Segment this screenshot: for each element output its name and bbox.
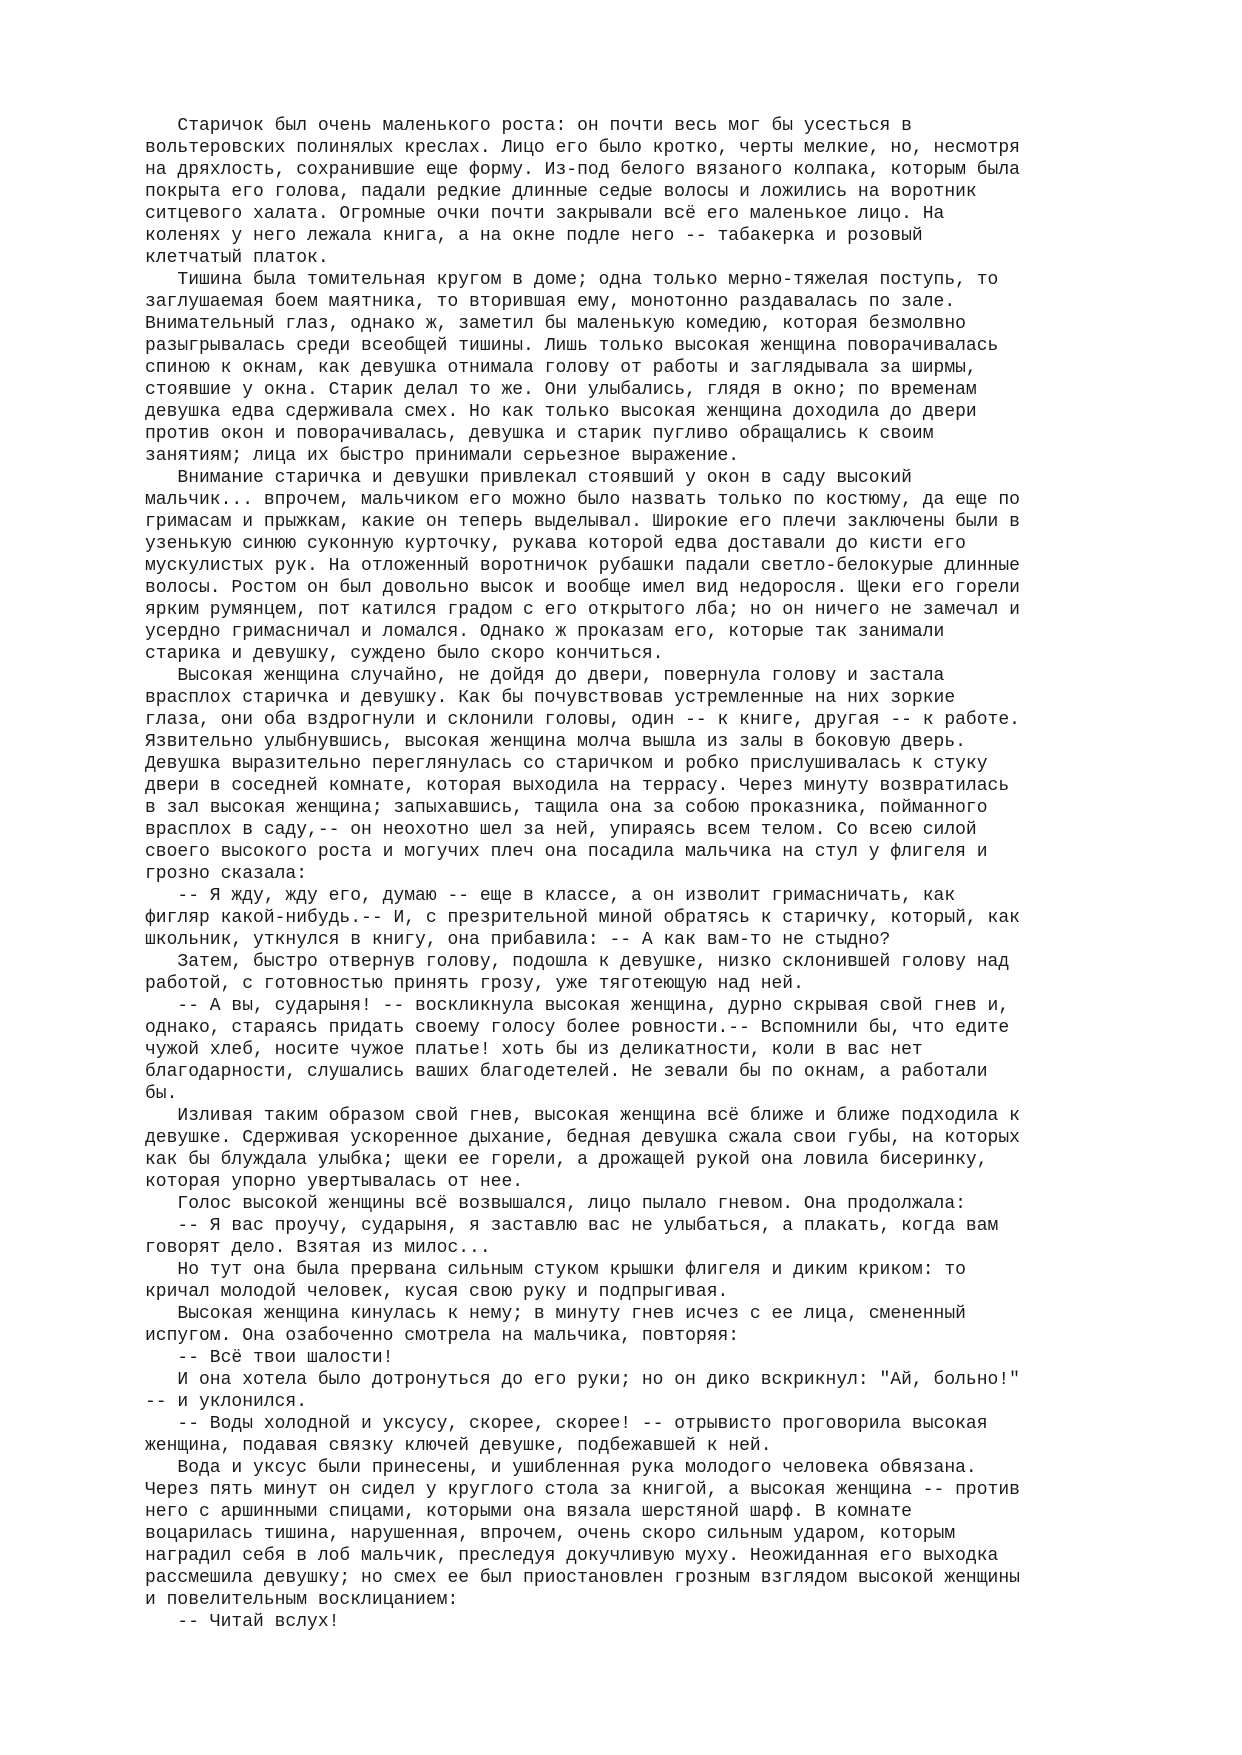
text-line: женщина, подавая связку ключей девушке, подбежавшей к ней. [145,1436,772,1456]
text-line: спиною к окнам, как девушка отнимала голову от работы и заглядывала за ширмы, [145,358,977,378]
text-line: и повелительным восклицанием: [145,1590,459,1610]
text-line: против окон и поворачивалась, девушка и старик пугливо обращались к своим [145,424,934,444]
text-line: Внимание старичка и девушки привлекал стоявший у окон в саду высокий [145,468,912,488]
text-line: наградил себя в лоб мальчик, преследуя докучливую муху. Неожиданная его выходка [145,1546,999,1566]
text-line: бы. [145,1084,178,1104]
text-line: говорят дело. Взятая из милос... [145,1238,491,1258]
text-line: на дряхлость, сохранившие еще форму. Из-под белого вязаного колпака, которым была [145,160,1020,180]
text-line: заглушаемая боем маятника, то вторившая ему, монотонно раздавалась по зале. [145,292,956,312]
text-line: благодарности, слушались ваших благодетелей. Не зевали бы по окнам, а работали [145,1062,988,1082]
text-line: Голос высокой женщины всё возвышался, лицо пылало гневом. Она продолжала: [145,1194,966,1214]
text-line: фигляр какой-нибудь.-- И, с презрительной миной обратясь к старичку, который, как [145,908,1020,928]
text-line: покрыта его голова, падали редкие длинные седые волосы и ложились на воротник [145,182,977,202]
text-line: него с аршинными спицами, которыми она вязала шерстяной шарф. В комнате [145,1502,912,1522]
text-line: стоявшие у окна. Старик делал то же. Они улыбались, глядя в окно; по временам [145,380,977,400]
text-line: Тишина была томительная кругом в доме; одна только мерно-тяжелая поступь, то [145,270,999,290]
text-line: разыгрывалась среди всеобщей тишины. Лишь только высокая женщина поворачивалась [145,336,999,356]
text-line: своего высокого роста и могучих плеч она посадила мальчика на стул у флигеля и [145,842,988,862]
text-line: клетчатый платок. [145,248,329,268]
text-line: -- Я жду, жду его, думаю -- еще в классе, а он изволит гримасничать, как [145,886,956,906]
text-line: работой, с готовностью принять грозу, уже тяготеющую над ней. [145,974,804,994]
text-line: Вода и уксус были принесены, и ушибленная рука молодого человека обвязана. [145,1458,977,1478]
text-line: девушка едва сдерживала смех. Но как только высокая женщина доходила до двери [145,402,977,422]
text-line: коленях у него лежала книга, а на окне подле него -- табакерка и розовый [145,226,923,246]
text-line: Высокая женщина кинулась к нему; в минуту гнев исчез с ее лица, смененный [145,1304,966,1324]
text-line: вольтеровских полинялых креслах. Лицо его было кротко, черты мелкие, но, несмотря [145,138,1020,158]
text-line: ситцевого халата. Огромные очки почти закрывали всё его маленькое лицо. На [145,204,945,224]
text-line: врасплох старичка и девушку. Как бы почувствовав устремленные на них зоркие [145,688,956,708]
text-line: -- Воды холодной и уксусу, скорее, скорее! -- отрывисто проговорила высокая [145,1414,988,1434]
text-line: Изливая таким образом свой гнев, высокая женщина всё ближе и ближе подходила к [145,1106,1020,1126]
text-line: врасплох в саду,-- он неохотно шел за ней, упираясь всем телом. Со всею силой [145,820,977,840]
text-line: Через пять минут он сидел у круглого стола за книгой, а высокая женщина -- против [145,1480,1020,1500]
text-line: мальчик... впрочем, мальчиком его можно было назвать только по костюму, да еще по [145,490,1020,510]
text-line: ярким румянцем, пот катился градом с его открытого лба; но он ничего не замечал и [145,600,1020,620]
text-line: -- Всё твои шалости! [145,1348,394,1368]
text-line: Язвительно улыбнувшись, высокая женщина молча вышла из залы в боковую дверь. [145,732,966,752]
text-line: волосы. Ростом он был довольно высок и вообще имел вид недоросля. Щеки его горели [145,578,1020,598]
text-line: девушке. Сдерживая ускоренное дыхание, бедная девушка сжала свои губы, на которых [145,1128,1020,1148]
text-line: Затем, быстро отвернув голову, подошла к девушке, низко склонившей голову над [145,952,1010,972]
text-line: -- Я вас проучу, сударыня, я заставлю вас не улыбаться, а плакать, когда вам [145,1216,999,1236]
text-line: Но тут она была прервана сильным стуком крышки флигеля и диким криком: то [145,1260,966,1280]
text-line: мускулистых рук. На отложенный воротничок рубашки падали светло-белокурые длинные [145,556,1020,576]
text-line: Девушка выразительно переглянулась со старичком и робко прислушивалась к стуку [145,754,988,774]
text-line: в зал высокая женщина; запыхавшись, тащила она за собою проказника, пойманного [145,798,988,818]
text-line: Старичок был очень маленького роста: он почти весь мог бы усесться в [145,116,912,136]
text-line: узенькую синюю суконную курточку, рукава которой едва доставали до кисти его [145,534,966,554]
text-line: -- и уклонился. [145,1392,308,1412]
document-body-text [145,115,1145,1633]
text-line: Высокая женщина случайно, не дойдя до двери, повернула голову и застала [145,666,945,686]
text-line: однако, стараясь придать своему голосу более ровности.-- Вспомнили бы, что едите [145,1018,1010,1038]
text-line: школьник, уткнулся в книгу, она прибавила: -- А как вам-то не стыдно? [145,930,891,950]
text-line: рассмешила девушку; но смех ее был приостановлен грозным взглядом высокой женщины [145,1568,1020,1588]
text-line: усердно гримасничал и ломался. Однако ж проказам его, которые так занимали [145,622,945,642]
text-line: старика и девушку, суждено было скоро кончиться. [145,644,664,664]
text-line: воцарилась тишина, нарушенная, впрочем, очень скоро сильным ударом, которым [145,1524,956,1544]
text-line: грозно сказала: [145,864,308,884]
text-line: испугом. Она озабоченно смотрела на мальчика, повторяя: [145,1326,740,1346]
text-line: глаза, они оба вздрогнули и склонили головы, один -- к книге, другая -- к работе. [145,710,1020,730]
text-line: чужой хлеб, носите чужое платье! хоть бы из деликатности, коли в вас нет [145,1040,923,1060]
text-line: -- А вы, сударыня! -- воскликнула высокая женщина, дурно скрывая свой гнев и, [145,996,1010,1016]
text-line: которая упорно увертывалась от нее. [145,1172,524,1192]
text-line: кричал молодой человек, кусая свою руку и подпрыгивая. [145,1282,729,1302]
text-line: И она хотела было дотронуться до его руки; но он дико вскрикнул: "Ай, больно!" [145,1370,1020,1390]
text-line: занятиям; лица их быстро принимали серьезное выражение. [145,446,740,466]
text-line: -- Читай вслух! [145,1612,340,1632]
text-line: гримасам и прыжкам, какие он теперь выделывал. Широкие его плечи заключены были в [145,512,1020,532]
text-line: как бы блуждала улыбка; щеки ее горели, а дрожащей рукой она ловила бисеринку, [145,1150,988,1170]
text-line: Внимательный глаз, однако ж, заметил бы маленькую комедию, которая безмолвно [145,314,966,334]
text-line: двери в соседней комнате, которая выходила на террасу. Через минуту возвратилась [145,776,1010,796]
